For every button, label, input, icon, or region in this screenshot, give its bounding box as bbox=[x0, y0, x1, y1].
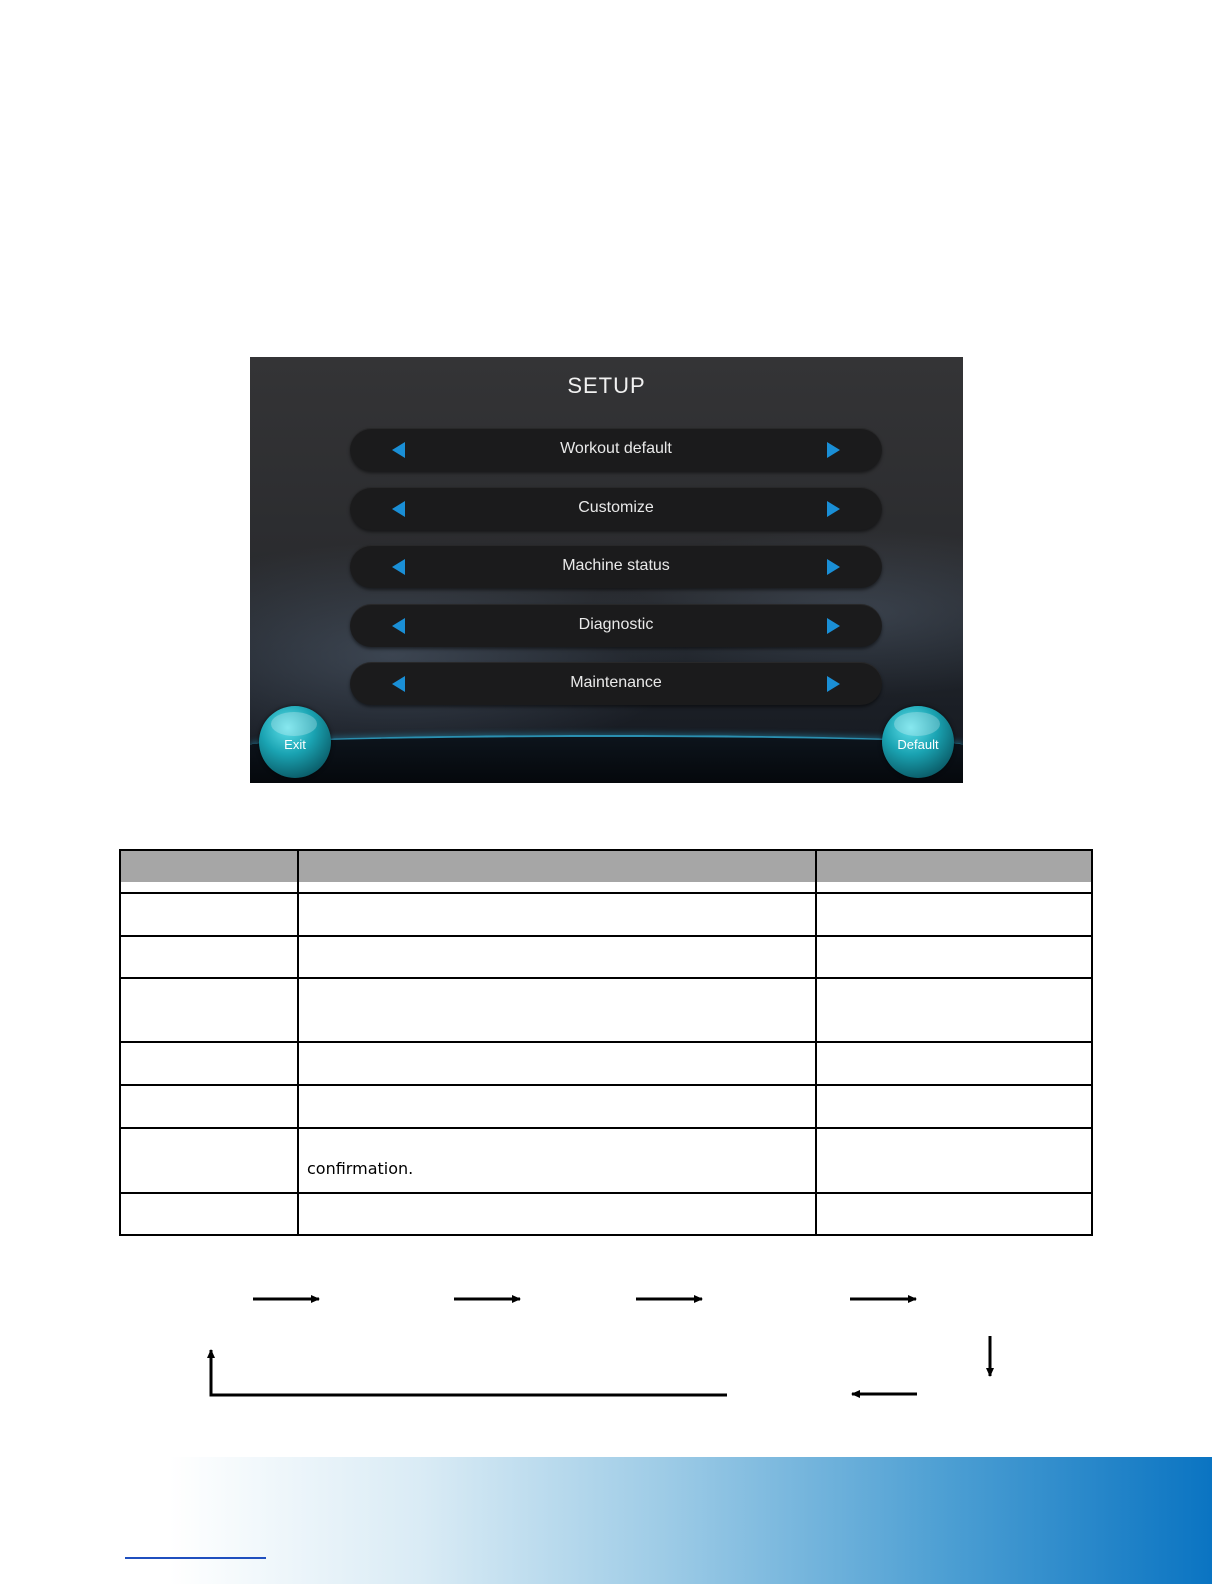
exit-button[interactable]: Exit bbox=[259, 706, 331, 778]
footer-gradient-band bbox=[0, 1457, 1212, 1584]
default-button[interactable]: Default bbox=[882, 706, 954, 778]
menu-item-label: Customize bbox=[578, 499, 654, 516]
footer-link-underline[interactable] bbox=[125, 1557, 266, 1559]
table-cell: confirmation. bbox=[307, 1159, 414, 1178]
menu-item-label: Machine status bbox=[562, 557, 670, 574]
setup-title: SETUP bbox=[567, 373, 646, 398]
flow-arrow-return bbox=[211, 1350, 727, 1395]
menu-item-label: Workout default bbox=[560, 440, 672, 457]
menu-item-label: Maintenance bbox=[570, 674, 662, 691]
menu-item-label: Diagnostic bbox=[578, 616, 654, 633]
